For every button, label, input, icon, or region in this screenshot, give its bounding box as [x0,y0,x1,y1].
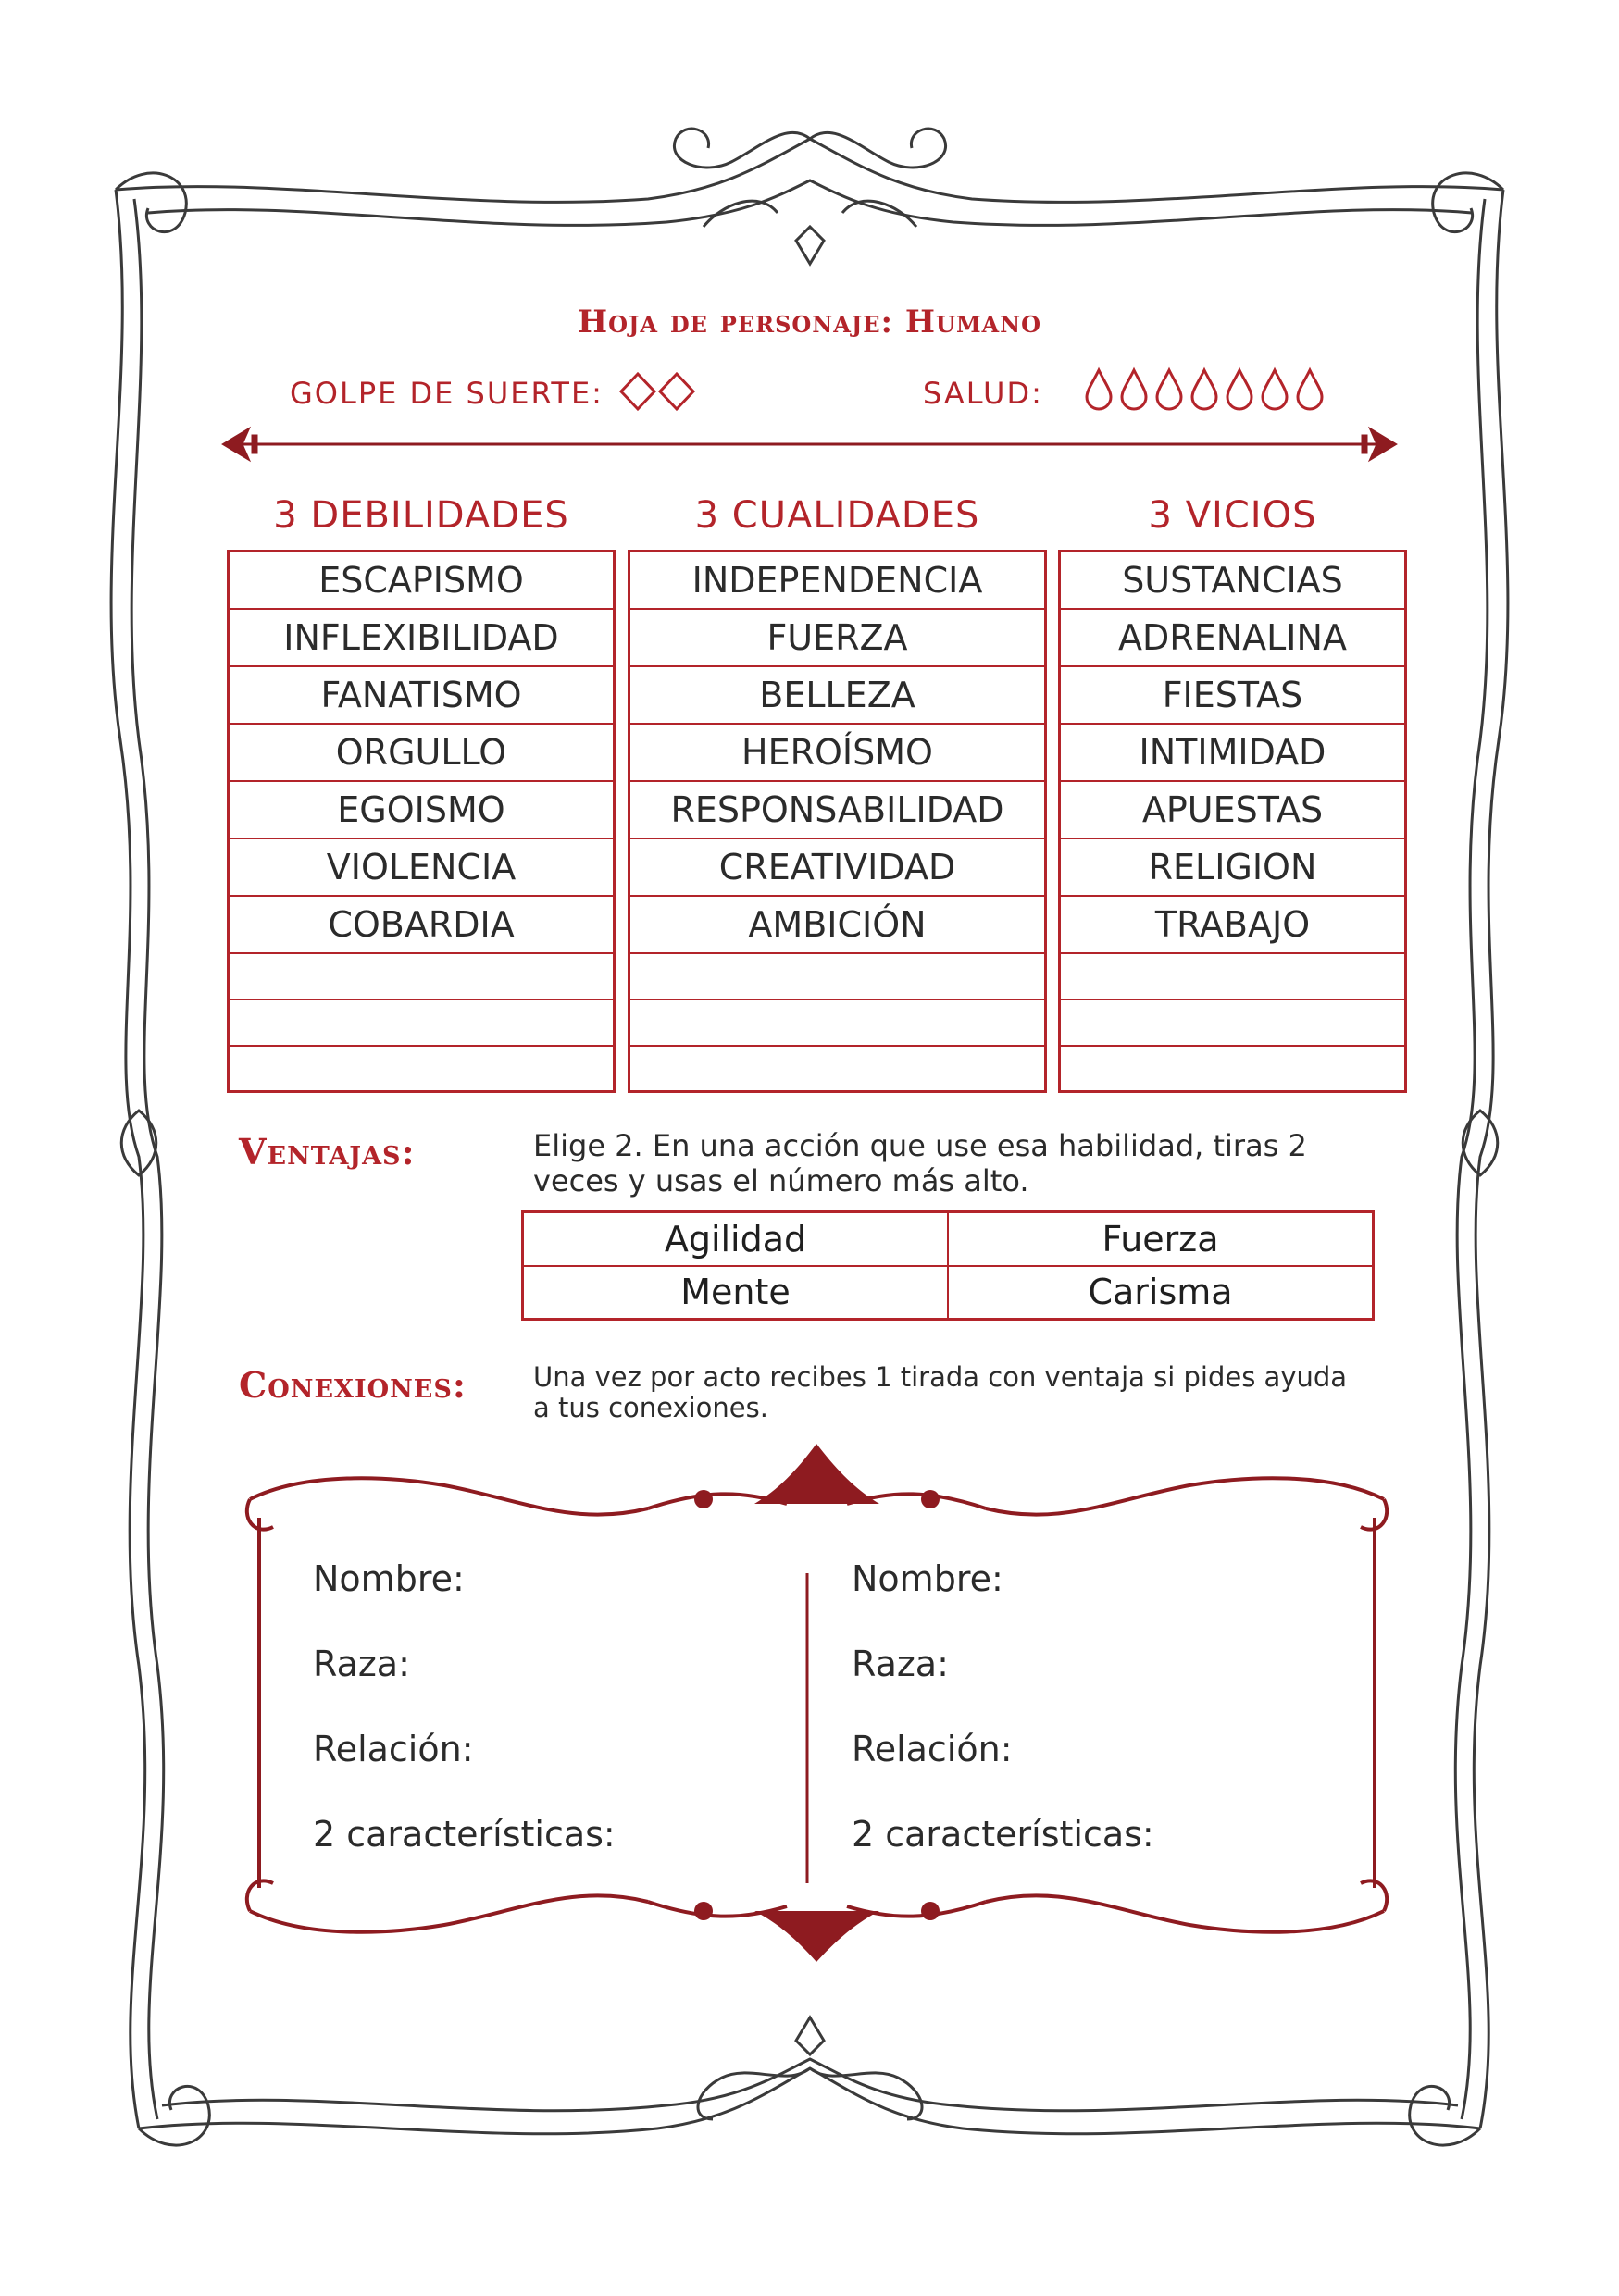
weakness-item[interactable]: VIOLENCIA [229,838,615,896]
advantage-option-mente[interactable]: Mente [523,1266,949,1320]
weakness-item[interactable]: FANATISMO [229,666,615,724]
connections-description-line: a tus conexiones. [533,1392,768,1423]
connection-1-name-label[interactable]: Nombre: [313,1558,465,1599]
advantage-option-carisma[interactable]: Carisma [948,1266,1374,1320]
weakness-item[interactable]: ESCAPISMO [318,559,524,601]
vice-blank-row[interactable] [1060,1046,1406,1092]
weakness-blank-row[interactable] [229,1046,615,1092]
quality-item[interactable]: CREATIVIDAD [629,838,1046,896]
vice-item[interactable]: SUSTANCIAS [1122,559,1343,601]
weakness-blank-row[interactable] [229,999,615,1046]
connection-2-traits-label[interactable]: 2 características: [852,1814,1154,1855]
quality-item[interactable]: AMBICIÓN [629,896,1046,953]
connections-description-line: Una vez por acto recibes 1 tirada con ventaja si pides ayuda [533,1361,1348,1393]
vices-header: 3 VICIOS [1148,494,1317,537]
advantages-description-line: veces y usas el número más alto. [533,1163,1029,1198]
advantages-description-line: Elige 2. En una acción que use esa habilidad, tiras 2 [533,1128,1307,1163]
advantages-title: Ventajas: [239,1131,416,1173]
quality-item[interactable]: FUERZA [629,609,1046,666]
connection-1-traits-label[interactable]: 2 características: [313,1814,616,1855]
connection-1-race-label[interactable]: Raza: [313,1644,410,1684]
weakness-item[interactable]: ORGULLO [229,724,615,781]
quality-blank-row[interactable] [629,1046,1046,1092]
vice-item[interactable]: INTIMIDAD [1060,724,1406,781]
weakness-item[interactable]: COBARDIA [229,896,615,953]
weakness-item[interactable]: EGOISMO [229,781,615,838]
quality-item[interactable]: BELLEZA [629,666,1046,724]
weakness-blank-row[interactable] [229,953,615,999]
connection-1-relation-label[interactable]: Relación: [313,1729,474,1769]
quality-item[interactable]: HEROÍSMO [629,724,1046,781]
quality-blank-row[interactable] [629,999,1046,1046]
health-label: SALUD: [923,376,1043,411]
qualities-table [628,550,1047,1093]
weakness-item[interactable]: INFLEXIBILIDAD [229,609,615,666]
connection-2-relation-label[interactable]: Relación: [852,1729,1013,1769]
vices-table [1058,550,1407,1093]
health-drop-icons[interactable] [1083,366,1342,413]
quality-item[interactable]: RESPONSABILIDAD [629,781,1046,838]
luck-diamond-icons[interactable] [618,370,698,413]
vice-blank-row[interactable] [1060,999,1406,1046]
luck-label: GOLPE DE SUERTE: [290,376,604,411]
page-title: Hoja de personaje: Humano [578,304,1041,341]
qualities-header: 3 CUALIDADES [694,494,980,537]
vice-item[interactable]: RELIGION [1060,838,1406,896]
quality-item[interactable]: INDEPENDENCIA [691,559,983,601]
weaknesses-table [227,550,616,1093]
advantage-option-agilidad[interactable]: Agilidad [523,1212,949,1266]
connection-2-name-label[interactable]: Nombre: [852,1558,1003,1599]
vice-item[interactable]: ADRENALINA [1060,609,1406,666]
weaknesses-header: 3 DEBILIDADES [273,494,569,537]
vice-item[interactable]: APUESTAS [1060,781,1406,838]
vice-item[interactable]: FIESTAS [1060,666,1406,724]
connections-description [533,1362,1403,1423]
vice-blank-row[interactable] [1060,953,1406,999]
connections-title: Conexiones: [239,1364,467,1406]
advantages-description [533,1128,1403,1198]
vice-item[interactable]: TRABAJO [1060,896,1406,953]
advantage-option-fuerza[interactable]: Fuerza [948,1212,1374,1266]
quality-blank-row[interactable] [629,953,1046,999]
connection-2-race-label[interactable]: Raza: [852,1644,949,1684]
advantages-table [521,1210,1375,1321]
